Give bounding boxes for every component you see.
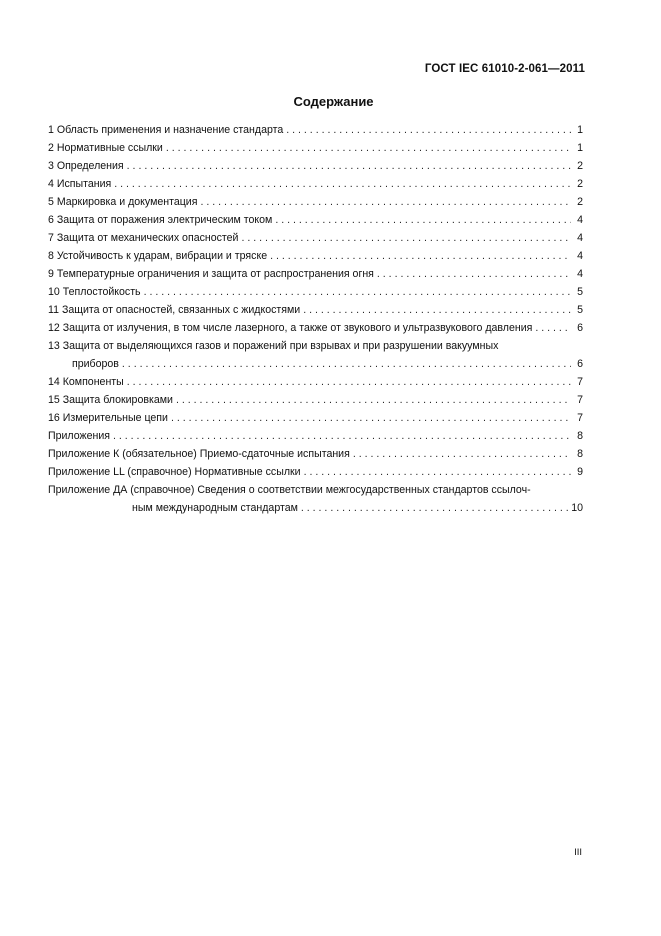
toc-entry-2[interactable]: 2 Нормативные ссылки . . . 1 bbox=[48, 139, 583, 157]
toc-entry-appendix-ll[interactable]: Приложение LL (справочное) Нормативные ссылки . . . 9 bbox=[48, 463, 583, 481]
toc-entry-15[interactable]: 15 Защита блокировками . . . 7 bbox=[48, 391, 583, 409]
toc-entry-4[interactable]: 4 Испытания . . . 2 bbox=[48, 175, 583, 193]
toc-entry-appendix-da[interactable]: Приложение ДА (справочное) Сведения о соответствии межгосударственных стандартов ссылоч- ным международным стандартам . . . 10 bbox=[48, 481, 583, 517]
toc-entry-10[interactable]: 10 Теплостойкость . . . 5 bbox=[48, 283, 583, 301]
toc-entry-5[interactable]: 5 Маркировка и документация . . . 2 bbox=[48, 193, 583, 211]
page-title: Содержание bbox=[293, 94, 374, 109]
table-of-contents bbox=[48, 121, 583, 517]
document-header: ГОСТ IEC 61010-2-061—2011 bbox=[424, 63, 585, 75]
toc-entry-1[interactable]: 1 Область применения и назначение стандарта . . . 1 bbox=[48, 121, 583, 139]
toc-entry-13[interactable]: 13 Защита от выделяющихся газов и поражений при взрывах и при разрушении вакуумных приборов . . . 6 bbox=[48, 337, 583, 373]
toc-entry-14[interactable]: 14 Компоненты . . . 7 bbox=[48, 373, 583, 391]
toc-entry-appendix-k[interactable]: Приложение К (обязательное) Приемо-сдаточные испытания . . . 8 bbox=[48, 445, 583, 463]
toc-entry-3[interactable]: 3 Определения . . . 2 bbox=[48, 157, 583, 175]
toc-entry-6[interactable]: 6 Защита от поражения электрическим током . . . 4 bbox=[48, 211, 583, 229]
toc-entry-7[interactable]: 7 Защита от механических опасностей . . . 4 bbox=[48, 229, 583, 247]
toc-entry-12[interactable]: 12 Защита от излучения, в том числе лазерного, а также от звукового и ультразвукового давления . . . 6 bbox=[48, 319, 583, 337]
page-number: III bbox=[574, 847, 582, 858]
toc-entry-appendices[interactable]: Приложения . . . 8 bbox=[48, 427, 583, 445]
toc-entry-9[interactable]: 9 Температурные ограничения и защита от распространения огня . . . 4 bbox=[48, 265, 583, 283]
toc-entry-8[interactable]: 8 Устойчивость к ударам, вибрации и тряске . . . 4 bbox=[48, 247, 583, 265]
toc-entry-11[interactable]: 11 Защита от опасностей, связанных с жидкостями . . . 5 bbox=[48, 301, 583, 319]
toc-entry-16[interactable]: 16 Измерительные цепи . . . 7 bbox=[48, 409, 583, 427]
